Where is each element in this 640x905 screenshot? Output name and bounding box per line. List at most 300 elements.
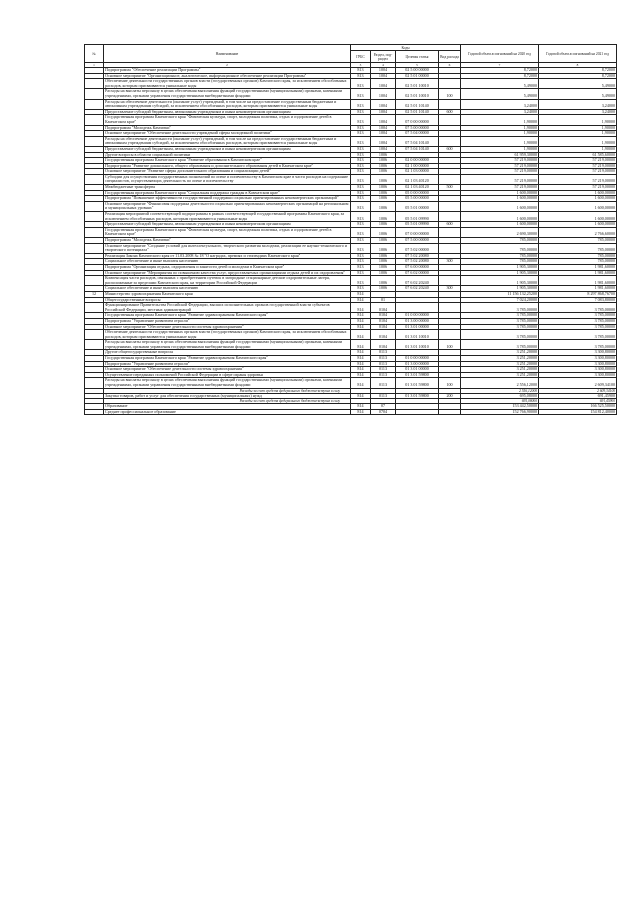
row-razdel: 1006 <box>371 270 396 276</box>
header-num: № <box>85 45 104 63</box>
row-amount-2020: 57 219,00000 <box>461 163 539 169</box>
table-row <box>85 409 617 415</box>
row-expense-type <box>439 330 461 340</box>
row-target-article: 02 0 00 00000 <box>396 158 439 164</box>
row-amount-2020: 785,00000 <box>461 243 539 253</box>
table-row <box>85 243 617 253</box>
row-grbs: 814 <box>351 409 371 415</box>
row-target-article: 07 5 04 10140 <box>396 136 439 146</box>
row-number <box>85 276 104 286</box>
row-grbs: 813 <box>351 264 371 270</box>
row-expense-type <box>439 136 461 146</box>
row-grbs: 813 <box>351 109 371 115</box>
row-expense-type: 300 <box>439 259 461 265</box>
row-razdel: 1006 <box>371 264 396 270</box>
row-number: 12 <box>85 291 104 297</box>
row-expense-type: 100 <box>439 89 461 99</box>
row-expense-type: 200 <box>439 393 461 399</box>
row-grbs: 813 <box>351 227 371 237</box>
row-amount-2021: 3,24000 <box>539 99 617 109</box>
row-razdel: 1006 <box>371 163 396 169</box>
row-target-article: 01 3 01 59800 <box>396 372 439 378</box>
row-amount-2020: 8,72000 <box>461 73 539 79</box>
row-expense-type: 300 <box>439 286 461 292</box>
row-number <box>85 79 104 89</box>
row-amount-2021: 1 600,00000 <box>539 212 617 222</box>
row-grbs: 813 <box>351 73 371 79</box>
row-number <box>85 409 104 415</box>
row-razdel: 0104 <box>371 318 396 324</box>
row-amount-2021: 5,49000 <box>539 79 617 89</box>
table-row <box>85 115 617 125</box>
row-razdel: 1004 <box>371 131 396 137</box>
row-target-article <box>396 303 439 313</box>
row-amount-2021: 3 785,00000 <box>539 303 617 313</box>
row-amount-2021: 57 219,00000 <box>539 158 617 164</box>
row-name: Подпрограмма "Молодежь Камчатки" <box>104 238 351 244</box>
row-name: Межбюджетные трансферты <box>104 185 351 191</box>
row-name: Расходы на обеспечение деятельности (оказание услуг) учреждений, в том числе на предоставление государственным бюджетным и автономным учреждениям субсидий, за исключением обособленных расходов, которым присваиваются уникальные коды <box>104 136 351 146</box>
row-razdel: 1004 <box>371 125 396 131</box>
row-target-article: 01 3 01 10010 <box>396 340 439 350</box>
row-amount-2021: 3 300,80000 <box>539 361 617 367</box>
row-expense-type <box>439 99 461 109</box>
row-name: Среднее профессиональное образование <box>104 409 351 415</box>
row-target-article: 07 5 04 10140 <box>396 146 439 152</box>
row-target-article: 05 0 00 00000 <box>396 190 439 196</box>
row-amount-2021: 785,00000 <box>539 238 617 244</box>
row-amount-2020: 3 785,00000 <box>461 340 539 350</box>
row-amount-2020: 5,49000 <box>461 79 539 89</box>
row-name: Подпрограмма "Управление развитием отрасли" <box>104 361 351 367</box>
row-razdel: 1006 <box>371 201 396 211</box>
row-razdel: 1006 <box>371 286 396 292</box>
row-name: Общегосударственные вопросы <box>104 297 351 303</box>
row-name: Министерство здравоохранения Камчатского края <box>104 291 351 297</box>
table-row <box>85 212 617 222</box>
row-razdel: 0704 <box>371 409 396 415</box>
row-amount-2021: 61 585,60000 <box>539 152 617 158</box>
row-target-article: 02 5 01 10140 <box>396 109 439 115</box>
row-grbs: 813 <box>351 201 371 211</box>
row-number <box>85 378 104 388</box>
row-grbs: 814 <box>351 367 371 373</box>
row-name: Расходы на обеспечение деятельности (оказание услуг) учреждений, в том числе на предоставление государственным бюджетным и автономным учреждениям субсидий, за исключением обособленных расходов, которым присваиваются уникальные коды <box>104 99 351 109</box>
budget-appropriations-table <box>84 44 617 415</box>
row-amount-2021: 3 300,80000 <box>539 356 617 362</box>
row-name: Расходы на выплаты персоналу в целях обеспечения выполнения функций государственными (муниципальными) органами, казенными учреждениями, органами управления государственными внебюджетными фондами <box>104 378 351 388</box>
row-razdel: 1006 <box>371 253 396 259</box>
row-grbs: 813 <box>351 185 371 191</box>
row-target-article: 01 3 01 10010 <box>396 330 439 340</box>
row-target-article: 02 5 01 10140 <box>396 99 439 109</box>
row-amount-2021: 1 600,00000 <box>539 222 617 228</box>
row-razdel: 1006 <box>371 158 396 164</box>
row-razdel: 1006 <box>371 238 396 244</box>
row-target-article: 07 6 02 20240 <box>396 276 439 286</box>
row-target-article: 02 1 00 00000 <box>396 163 439 169</box>
row-grbs: 813 <box>351 136 371 146</box>
table-row <box>85 174 617 184</box>
row-name: Компенсация части расходов, связанных с приобретением путевок в загородные стационарные детские оздоровительные лагеря, расположенные за пределами Камчатского края, на территории Российской Федерации <box>104 276 351 286</box>
row-expense-type <box>439 243 461 253</box>
row-grbs: 813 <box>351 79 371 89</box>
row-name: Образование <box>104 404 351 410</box>
row-amount-2020: 3 785,00000 <box>461 313 539 319</box>
row-name: Расходы за счет средств федерального бюджета-вступил в силу <box>104 388 351 393</box>
row-target-article <box>396 409 439 415</box>
colnum: 2 <box>104 63 351 68</box>
row-name: Основное мероприятие "Обеспечение деятельности учреждений сферы молодежной политики" <box>104 131 351 137</box>
row-target-article: 02 5 00 00000 <box>396 68 439 74</box>
row-amount-2021: 1,90000 <box>539 115 617 125</box>
row-amount-2020: 695,08000 <box>461 399 539 404</box>
row-grbs: 813 <box>351 259 371 265</box>
row-grbs: 814 <box>351 291 371 297</box>
row-grbs: 813 <box>351 68 371 74</box>
row-amount-2020: 57 219,00000 <box>461 158 539 164</box>
row-amount-2020: 1 600,00000 <box>461 196 539 202</box>
row-target-article: 05 5 01 09990 <box>396 212 439 222</box>
row-name: Расходы за счет средств федерального бюджета-вступил в силу <box>104 399 351 404</box>
table-row <box>85 330 617 340</box>
row-amount-2021: 57 219,00000 <box>539 169 617 175</box>
table-row <box>85 89 617 99</box>
row-grbs: 813 <box>351 174 371 184</box>
row-grbs: 814 <box>351 404 371 410</box>
row-name: Другие вопросы в области социальной политики <box>104 152 351 158</box>
header-codes: Коды <box>351 45 461 51</box>
row-number <box>85 212 104 222</box>
row-grbs: 813 <box>351 196 371 202</box>
row-expense-type: 100 <box>439 340 461 350</box>
row-expense-type <box>439 409 461 415</box>
header-razdel: Раздел, под- раздел <box>371 51 396 63</box>
row-amount-2020: 1,90000 <box>461 115 539 125</box>
row-name: Основное мероприятие "Организационное, аналитическое, информационное обеспечение реализации Программы" <box>104 73 351 79</box>
row-razdel: 0113 <box>371 393 396 399</box>
row-razdel: 1006 <box>371 276 396 286</box>
row-grbs: 813 <box>351 158 371 164</box>
row-expense-type <box>439 212 461 222</box>
row-amount-2021: 8 297 868,76700 <box>539 291 617 297</box>
row-amount-2020: 7 024,20000 <box>461 297 539 303</box>
row-amount-2020: 695,08000 <box>461 393 539 399</box>
row-amount-2021: 5,49000 <box>539 89 617 99</box>
row-number <box>85 174 104 184</box>
row-amount-2020: 1,90000 <box>461 136 539 146</box>
row-razdel: 1004 <box>371 89 396 99</box>
row-amount-2021: 785,00000 <box>539 253 617 259</box>
row-amount-2021: 1,90000 <box>539 136 617 146</box>
row-target-article: 01 3 01 00000 <box>396 367 439 373</box>
row-amount-2020: 3 785,00000 <box>461 318 539 324</box>
row-grbs: 814 <box>351 297 371 303</box>
row-razdel: 1004 <box>371 146 396 152</box>
row-amount-2021: 3,24000 <box>539 109 617 115</box>
row-amount-2021: 691,45900 <box>539 393 617 399</box>
row-name: Субсидии для осуществления государственных полномочий по опеке и попечительству в Камчатском крае в части расходов на содержание специалистов, осуществляющих деятельность по опеке и попечительству <box>104 174 351 184</box>
row-amount-2020: 1,90000 <box>461 146 539 152</box>
row-target-article: 07 6 02 00000 <box>396 270 439 276</box>
row-name: Основное мероприятие "Развитие сферы дополнительного образования и социализации детей" <box>104 169 351 175</box>
row-grbs: 813 <box>351 270 371 276</box>
table-row <box>85 303 617 313</box>
header-2020: Годовой объем ассигнований на 2020 год <box>461 45 539 63</box>
row-grbs: 814 <box>351 303 371 313</box>
row-razdel: 0104 <box>371 303 396 313</box>
row-grbs: 813 <box>351 163 371 169</box>
row-name: Государственная программа Камчатского края "Развитие здравоохранения Камчатского края" <box>104 313 351 319</box>
row-razdel: 0113 <box>371 378 396 388</box>
row-target-article: 07 0 00 00000 <box>396 227 439 237</box>
row-target-article: 07 5 02 20080 <box>396 259 439 265</box>
row-amount-2020: 8,72000 <box>461 68 539 74</box>
row-name: Обеспечение деятельности государственных органов власти (государственных органов) Камчатского края, за исключением обособленных расходов, которым присваиваются уникальные коды <box>104 79 351 89</box>
row-amount-2021: 57 219,00000 <box>539 163 617 169</box>
row-razdel: 1006 <box>371 174 396 184</box>
table-row <box>85 136 617 146</box>
row-expense-type <box>439 115 461 125</box>
row-amount-2021: 57 219,00000 <box>539 185 617 191</box>
row-amount-2020: 1,90000 <box>461 125 539 131</box>
row-target-article: 02 1 03 00000 <box>396 169 439 175</box>
colnum: 6 <box>439 63 461 68</box>
row-amount-2021: 166 525,50000 <box>539 404 617 410</box>
row-amount-2020: 2 556,12000 <box>461 378 539 388</box>
row-razdel: 0104 <box>371 313 396 319</box>
colnum: 8 <box>539 63 617 68</box>
row-name: Подпрограмма "Развитие дошкольного, общего образования и дополнительного образования детей в Камчатском крае" <box>104 163 351 169</box>
row-name: Подпрограмма "Повышение эффективности государственной поддержки социально ориентированных некоммерческих организаций" <box>104 196 351 202</box>
row-target-article: 05 5 01 00000 <box>396 201 439 211</box>
row-razdel: 0113 <box>371 350 396 356</box>
row-grbs: 814 <box>351 361 371 367</box>
table-row <box>85 227 617 237</box>
row-amount-2020: 1 905,30000 <box>461 276 539 286</box>
colnum: 7 <box>461 63 539 68</box>
row-amount-2021: 154 812,40000 <box>539 409 617 415</box>
row-name: Основное мероприятие "Мероприятия по повышению качества услуг, предоставляемых организациями отдыха детей и их оздоровления" <box>104 270 351 276</box>
row-razdel: 1006 <box>371 190 396 196</box>
row-grbs: 813 <box>351 115 371 125</box>
row-grbs: 813 <box>351 125 371 131</box>
row-target-article: 02 1 03 40120 <box>396 174 439 184</box>
row-amount-2020: 3 251,20000 <box>461 372 539 378</box>
row-amount-2020: 3 251,20000 <box>461 367 539 373</box>
row-grbs: 813 <box>351 169 371 175</box>
row-amount-2021: 3 785,00000 <box>539 330 617 340</box>
row-amount-2021: 3 785,00000 <box>539 324 617 330</box>
row-grbs: 814 <box>351 324 371 330</box>
row-name: Реализация мероприятий соответствующей подпрограммы в рамках соответствующей государственной программы Камчатского края, за исключением обособленных расходов, которым присваиваются уникальные коды <box>104 212 351 222</box>
row-razdel: 1004 <box>371 109 396 115</box>
row-amount-2020: 1 905,30000 <box>461 264 539 270</box>
row-expense-type: 600 <box>439 222 461 228</box>
row-razdel: 1006 <box>371 243 396 253</box>
row-razdel: 0113 <box>371 356 396 362</box>
budget-table-page <box>84 44 616 415</box>
row-amount-2021: 1 600,00000 <box>539 201 617 211</box>
row-amount-2021: 1,90000 <box>539 131 617 137</box>
row-grbs: 813 <box>351 276 371 286</box>
row-grbs: 814 <box>351 350 371 356</box>
row-grbs: 814 <box>351 372 371 378</box>
row-amount-2020: 785,00000 <box>461 259 539 265</box>
row-grbs: 814 <box>351 340 371 350</box>
row-target-article: 01 3 01 59800 <box>396 393 439 399</box>
row-number <box>85 201 104 211</box>
row-target-article: 01 3 00 00000 <box>396 318 439 324</box>
row-target-article: 01 0 00 00000 <box>396 356 439 362</box>
row-razdel: 1006 <box>371 222 396 228</box>
row-grbs: 813 <box>351 243 371 253</box>
table-row <box>85 201 617 211</box>
table-row <box>85 99 617 109</box>
row-razdel: 1006 <box>371 196 396 202</box>
row-name: Расходы на выплаты персоналу в целях обеспечения выполнения функций государственными (муниципальными) органами, казенными учреждениями, органами управления государственными внебюджетными фондами <box>104 89 351 99</box>
row-grbs: 813 <box>351 190 371 196</box>
row-name: Основное мероприятие "Обеспечение деятельности системы здравоохранения" <box>104 324 351 330</box>
row-target-article: 01 3 01 00000 <box>396 324 439 330</box>
row-target-article: 05 5 01 09990 <box>396 222 439 228</box>
row-razdel: 0104 <box>371 330 396 340</box>
row-amount-2021: 1,90000 <box>539 146 617 152</box>
row-grbs: 813 <box>351 286 371 292</box>
row-number <box>85 303 104 313</box>
row-target-article: 07 0 00 00000 <box>396 115 439 125</box>
row-grbs: 813 <box>351 253 371 259</box>
row-razdel: 1006 <box>371 185 396 191</box>
row-amount-2020: 3 251,20000 <box>461 356 539 362</box>
row-target-article: 01 3 01 59800 <box>396 378 439 388</box>
row-grbs: 813 <box>351 212 371 222</box>
row-name: Предоставление субсидий бюджетным, автономным учреждениям и иным некоммерческим организациям <box>104 222 351 228</box>
row-amount-2021: 57 219,00000 <box>539 174 617 184</box>
table-row <box>85 276 617 286</box>
row-amount-2020: 1 905,30000 <box>461 286 539 292</box>
row-razdel: 0113 <box>371 372 396 378</box>
row-razdel: 0113 <box>371 361 396 367</box>
row-name: Осуществление переданных полномочий Российской Федерации в сфере охраны здоровья <box>104 372 351 378</box>
row-amount-2021: 3 300,80000 <box>539 367 617 373</box>
row-amount-2020: 3 785,00000 <box>461 330 539 340</box>
row-target-article: 02 1 03 40120 <box>396 185 439 191</box>
row-razdel: 1006 <box>371 259 396 265</box>
table-row <box>85 340 617 350</box>
colnum: 1 <box>85 63 104 68</box>
row-expense-type: 100 <box>439 378 461 388</box>
row-amount-2021: 3 300,80000 <box>539 372 617 378</box>
row-amount-2021: 1 600,00000 <box>539 190 617 196</box>
row-amount-2021: 1 981,60000 <box>539 264 617 270</box>
row-razdel: 01 <box>371 297 396 303</box>
row-razdel: 1004 <box>371 136 396 146</box>
row-grbs: 813 <box>351 146 371 152</box>
row-name: Предоставление субсидий бюджетным, автономным учреждениям и иным некоммерческим организациям <box>104 146 351 152</box>
row-name: Государственная программа Камчатского края "Социальная поддержка граждан в Камчатском крае" <box>104 190 351 196</box>
row-amount-2021: 1 981,60000 <box>539 286 617 292</box>
row-amount-2020: 153 442,50000 <box>461 404 539 410</box>
row-number <box>85 340 104 350</box>
row-amount-2021: 8,72000 <box>539 68 617 74</box>
row-amount-2020: 785,00000 <box>461 253 539 259</box>
row-number <box>85 99 104 109</box>
row-target-article: 07 5 04 00000 <box>396 131 439 137</box>
row-target-article: 07 5 02 00000 <box>396 243 439 253</box>
row-amount-2021: 3 300,80000 <box>539 350 617 356</box>
row-grbs: 814 <box>351 356 371 362</box>
row-razdel: 1004 <box>371 79 396 89</box>
row-amount-2021: 691,45900 <box>539 399 617 404</box>
row-number <box>85 136 104 146</box>
row-amount-2020: 61 959,30000 <box>461 152 539 158</box>
row-amount-2021: 7 083,80000 <box>539 297 617 303</box>
row-target-article: 07 6 00 00000 <box>396 264 439 270</box>
row-amount-2021: 1,90000 <box>539 125 617 131</box>
row-name: Подпрограмма "Молодежь Камчатки" <box>104 125 351 131</box>
row-name: Основное мероприятие "Создание условий для интеллектуального, творческого развития молодежи, реализации ее научно-технического и творческого потенциала" <box>104 243 351 253</box>
row-amount-2020: 2 556,12000 <box>461 388 539 393</box>
row-name: Основное мероприятие "Финансовая поддержка деятельности социально ориентированных некоммерческих организаций на региональном и муниципальных уровнях" <box>104 201 351 211</box>
row-expense-type <box>439 227 461 237</box>
row-grbs: 813 <box>351 152 371 158</box>
row-amount-2020: 3 785,00000 <box>461 324 539 330</box>
row-amount-2020: 1 905,30000 <box>461 270 539 276</box>
row-amount-2020: 1,90000 <box>461 131 539 137</box>
row-name: Предоставление субсидий бюджетным, автономным учреждениям и иным некоммерческим организациям <box>104 109 351 115</box>
row-name: Социальное обеспечение и иные выплаты населению <box>104 286 351 292</box>
colnum: 3 <box>351 63 371 68</box>
row-amount-2020: 5,49000 <box>461 89 539 99</box>
row-target-article: 02 5 01 10010 <box>396 79 439 89</box>
row-amount-2020: 2 690,30000 <box>461 227 539 237</box>
header-vr: Вид расхода <box>439 51 461 63</box>
row-amount-2020: 11 156 132,25200 <box>461 291 539 297</box>
row-name: Социальное обеспечение и иные выплаты населению <box>104 259 351 265</box>
row-grbs: 814 <box>351 318 371 324</box>
row-expense-type <box>439 303 461 313</box>
header-name: Наименование <box>104 45 351 63</box>
row-number <box>85 115 104 125</box>
row-grbs: 814 <box>351 378 371 388</box>
row-grbs: 813 <box>351 99 371 109</box>
row-razdel: 07 <box>371 404 396 410</box>
row-name: Государственная программа Камчатского края "Физическая культура, спорт, молодежная политика, отдых и оздоровление детей в Камчатском крае" <box>104 115 351 125</box>
row-name: Подпрограмма "Обеспечение реализации Программы" <box>104 68 351 74</box>
row-amount-2021: 2 609,34100 <box>539 378 617 388</box>
row-razdel: 1004 <box>371 68 396 74</box>
row-amount-2020: 57 219,00000 <box>461 185 539 191</box>
row-amount-2021: 2 766,60000 <box>539 227 617 237</box>
row-amount-2020: 3 251,20000 <box>461 350 539 356</box>
row-number <box>85 330 104 340</box>
row-grbs: 814 <box>351 313 371 319</box>
row-amount-2021: 785,00000 <box>539 243 617 253</box>
row-amount-2020: 152 766,90000 <box>461 409 539 415</box>
row-amount-2021: 3 785,00000 <box>539 318 617 324</box>
table-row <box>85 378 617 388</box>
row-razdel: 1006 <box>371 227 396 237</box>
row-grbs: 813 <box>351 89 371 99</box>
row-expense-type: 600 <box>439 109 461 115</box>
row-name: Государственная программа Камчатского края "Развитие здравоохранения Камчатского края" <box>104 356 351 362</box>
row-razdel: 0104 <box>371 324 396 330</box>
row-razdel: 0104 <box>371 340 396 350</box>
row-razdel: 1004 <box>371 115 396 125</box>
row-razdel: 1006 <box>371 169 396 175</box>
row-amount-2020: 3,24000 <box>461 109 539 115</box>
